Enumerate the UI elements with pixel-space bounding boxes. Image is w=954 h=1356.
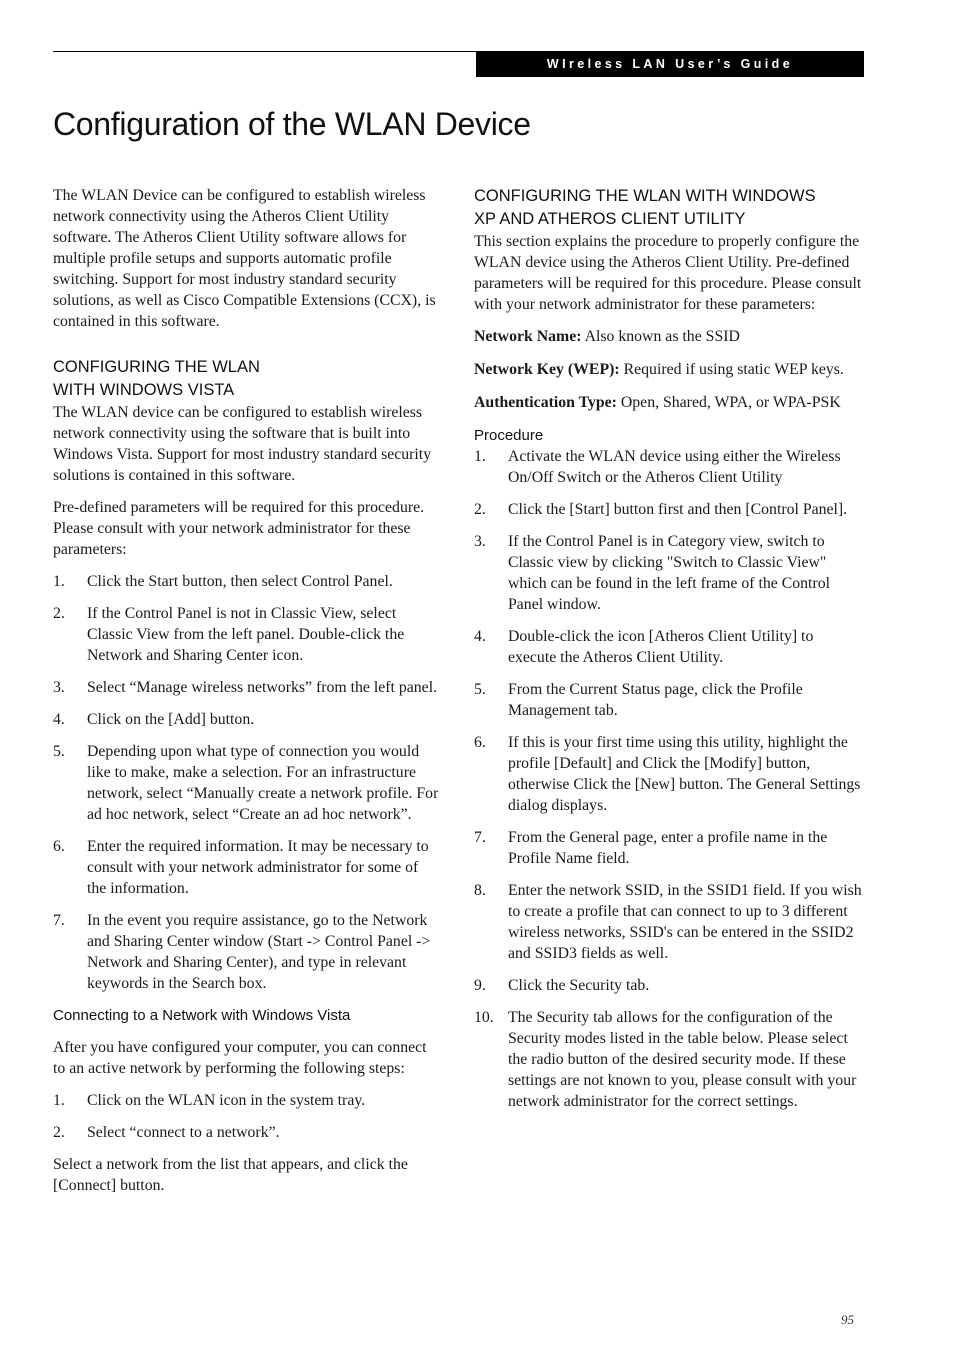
procedure-heading: Procedure	[474, 427, 544, 444]
list-item: 1. Click on the WLAN icon in the system tray.	[53, 1092, 366, 1109]
list-item: 8. Enter the network SSID, in the SSID1 field. If you wish to create a profile that can connect to up to 3 different wireless networks, SSID's can be entered in the SSID2 and SSID3 fields as well.	[474, 882, 862, 962]
list-item: 6. If this is your first time using this utility, highlight the profile [Default] and Click the [Modify] button, otherwise Click the [New] button. The General Settings dialog displays.	[474, 734, 861, 814]
list-item: 6. Enter the required information. It may be necessary to consult with your network administrator for some of the information.	[53, 838, 429, 897]
connect-heading: Connecting to a Network with Windows Vista	[53, 1007, 351, 1024]
list-item: 4. Click on the [Add] button.	[53, 711, 255, 728]
list-item: 1. Activate the WLAN device using either the Wireless On/Off Switch or the Atheros Client Utility	[474, 448, 841, 486]
vista-heading: CONFIGURING THE WLAN WITH WINDOWS VISTA	[53, 358, 260, 399]
list-item: 7. From the General page, enter a profile name in the Profile Name field.	[474, 829, 828, 867]
list-item: 2. Select “connect to a network”.	[53, 1124, 280, 1141]
vista-steps-list	[53, 571, 439, 994]
list-item: 3. Select “Manage wireless networks” from the left panel.	[53, 679, 438, 696]
xp-paragraph-1: This section explains the procedure to properly configure the WLAN device using the Atheros Client Utility. Pre-defined parameters will be required for this procedure. Please consult with your network administrator for these parameters:	[474, 233, 862, 313]
definition-auth-type: Authentication Type: Open, Shared, WPA, or WPA-PSK	[474, 394, 841, 411]
vista-paragraph-1: The WLAN device can be configured to establish wireless network connectivity using the software that is built into Windows Vista. Support for most industry standard security solutions is contained in this software.	[53, 404, 432, 484]
guide-title-bar	[476, 51, 864, 77]
list-item: 3. If the Control Panel is in Category view, switch to Classic view by clicking "Switch to Classic View" which can be found in the left frame of the Control Panel window.	[474, 533, 830, 613]
page-number: 95	[841, 1312, 854, 1327]
list-item: 5. Depending upon what type of connection you would like to make, make a selection. For an infrastructure network, select “Manually create a network profile. For ad hoc network, select “Create an ad hoc network”.	[53, 743, 439, 823]
list-item: 2. If the Control Panel is not in Classic View, select Classic View from the left panel. Double-click the Network and Sharing Center icon.	[53, 605, 405, 664]
left-column	[53, 185, 439, 1207]
right-column	[474, 185, 864, 1123]
vista-paragraph-2: Pre-defined parameters will be required for this procedure. Please consult with your network administrator for these parameters:	[53, 499, 425, 558]
connect-paragraph-2: Select a network from the list that appears, and click the [Connect] button.	[53, 1156, 408, 1194]
connect-steps-list	[53, 1090, 439, 1143]
procedure-steps-list	[474, 446, 864, 1112]
list-item: 1. Click the Start button, then select Control Panel.	[53, 573, 393, 590]
connect-paragraph-1: After you have configured your computer, you can connect to an active network by performing the following steps:	[53, 1039, 427, 1077]
list-item: 4. Double-click the icon [Atheros Client Utility] to execute the Atheros Client Utility.	[474, 628, 814, 666]
xp-heading: CONFIGURING THE WLAN WITH WINDOWS XP AND ATHEROS CLIENT UTILITY	[474, 187, 816, 228]
guide-title: WIreless LAN User’s Guide	[546, 57, 794, 71]
page-title: Configuration of the WLAN Device	[53, 106, 531, 142]
list-item: 7. In the event you require assistance, go to the Network and Sharing Center window (Start -> Control Panel -> Network and Sharing Center), and type in relevant keywords in the Search box.	[53, 912, 431, 992]
list-item: 9. Click the Security tab.	[474, 977, 650, 994]
list-item: 2. Click the [Start] button first and then [Control Panel].	[474, 501, 848, 518]
intro-paragraph: The WLAN Device can be configured to establish wireless network connectivity using the Atheros Client Utility software. The Atheros Client Utility software allows for multiple profile setups and supports automatic profile switching. Support for most industry standard security solutions, as well as Cisco Compatible Extensions (CCX), is contained in this software.	[53, 187, 436, 330]
definition-network-name: Network Name: Also known as the SSID	[474, 328, 740, 345]
definition-network-key: Network Key (WEP): Required if using static WEP keys.	[474, 361, 844, 378]
list-item: 5. From the Current Status page, click the Profile Management tab.	[474, 681, 803, 719]
list-item: 10. The Security tab allows for the configuration of the Security modes listed in the table below. Please select the radio button of the desired security mode. If these settings are not known to you, please consult with your network administrator for the correct settings.	[474, 1009, 857, 1110]
